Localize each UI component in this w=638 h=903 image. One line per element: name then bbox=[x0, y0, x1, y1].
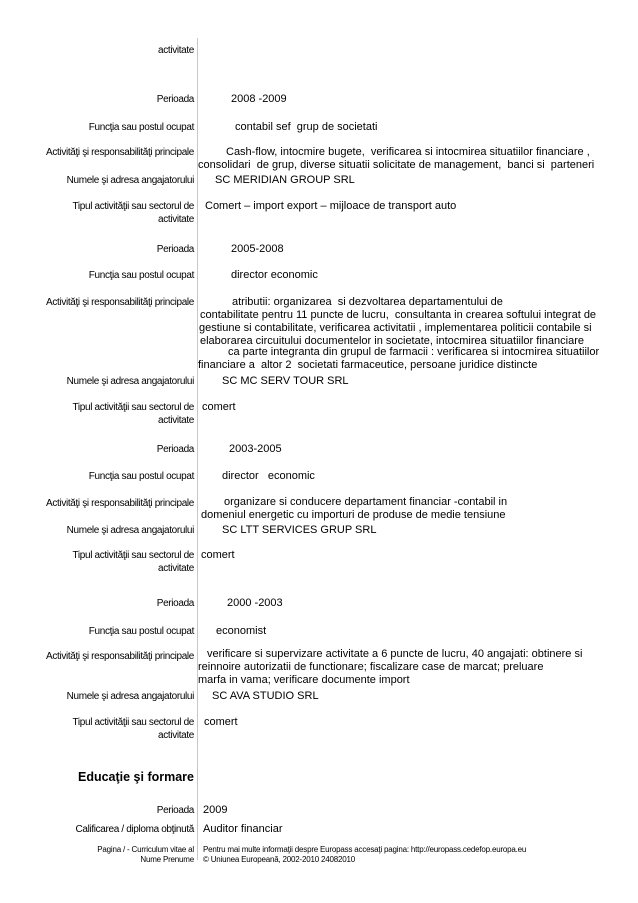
label-period: Perioada bbox=[156, 805, 194, 816]
label-position: Funcţia sau postul ocupat bbox=[88, 122, 194, 133]
label-employer: Numele şi adresa angajatorului bbox=[66, 525, 194, 536]
job-activities-line: financiare a altor 2 societati farmaceutice, persoane juridice distincte bbox=[198, 359, 538, 371]
job-activities-line: domeniul energetic cu importuri de produse de medie tensiune bbox=[201, 509, 506, 521]
section-heading-education: Educaţie şi formare bbox=[77, 770, 194, 784]
label-sector: Tipul activităţii sau sectorul de bbox=[72, 201, 194, 212]
job-employer: SC AVA STUDIO SRL bbox=[212, 690, 319, 702]
label-sector: Tipul activităţii sau sectorul de bbox=[72, 717, 194, 728]
job-position: director economic bbox=[222, 470, 315, 482]
education-qualification: Auditor financiar bbox=[203, 823, 283, 835]
label-activities: Activităţi şi responsabilităţi principale bbox=[46, 498, 194, 509]
label-period: Perioada bbox=[156, 244, 194, 255]
job-sector: comert bbox=[201, 549, 235, 561]
label-employer: Numele şi adresa angajatorului bbox=[66, 691, 194, 702]
job-period: 2008 -2009 bbox=[231, 93, 287, 105]
label-activities: Activităţi şi responsabilităţi principale bbox=[46, 651, 194, 662]
job-sector: comert bbox=[204, 716, 238, 728]
job-activities-line: elaborarea circuitului documentelor in societate, intocmirea situatiilor financiare bbox=[200, 335, 584, 347]
label-period: Perioada bbox=[156, 444, 194, 455]
job-position: contabil sef grup de societati bbox=[235, 121, 378, 133]
footer-name: Nume Prenume bbox=[140, 855, 194, 864]
job-sector: Comert – import export – mijloace de transport auto bbox=[205, 200, 457, 212]
label-sector: Tipul activităţii sau sectorul de bbox=[72, 550, 194, 561]
job-position: economist bbox=[216, 625, 267, 637]
label-sector: activitate bbox=[158, 415, 194, 426]
label-sector: activitate bbox=[158, 730, 194, 741]
label-qualification: Calificarea / diploma obţinută bbox=[75, 824, 194, 835]
job-activities-line: consolidari de grup, diverse situatii solicitate de management, banci si parteneri bbox=[198, 159, 595, 171]
job-period: 2000 -2003 bbox=[227, 597, 283, 609]
job-activities-line: atributii: organizarea si dezvoltarea departamentului de bbox=[232, 296, 503, 308]
job-activities-line: marfa in vama; verificare documente import bbox=[198, 674, 410, 686]
footer-right bbox=[203, 845, 526, 865]
job-activities-line: gestiune si contabilitate, verificarea activitatii , implementarea politicii contabile si bbox=[199, 322, 592, 334]
label-position: Funcţia sau postul ocupat bbox=[88, 471, 194, 482]
footer-page-info: Pagina / - Curriculum vitae al bbox=[97, 845, 194, 854]
label-position: Funcţia sau postul ocupat bbox=[88, 270, 194, 281]
footer-europass-info: Pentru mai multe informaţii despre Europass accesaţi pagina: http://europass.cedefop.europa.eu bbox=[203, 845, 527, 854]
job-employer: SC MERIDIAN GROUP SRL bbox=[215, 174, 355, 186]
job-activities-line: contabilitate pentru 11 puncte de lucru, consultanta in crearea softului integrat de bbox=[200, 309, 597, 321]
job-employer: SC MC SERV TOUR SRL bbox=[222, 375, 349, 387]
job-sector: comert bbox=[202, 401, 236, 413]
job-activities-line: Cash-flow, intocmire bugete, verificarea si intocmirea situatiilor financiare , bbox=[226, 146, 590, 158]
label-sector: Tipul activităţii sau sectorul de bbox=[72, 402, 194, 413]
job-period: 2005-2008 bbox=[231, 243, 284, 255]
label-period: Perioada bbox=[156, 94, 194, 105]
footer-copyright: © Uniunea Europeană, 2002-2010 24082010 bbox=[203, 855, 356, 864]
label-activities: Activităţi şi responsabilităţi principale bbox=[46, 297, 194, 308]
job-activities-line: reinnoire autorizatii de functionare; fiscalizare case de marcat; preluare bbox=[198, 661, 544, 673]
label-sector: activitate bbox=[158, 563, 194, 574]
job-position: director economic bbox=[231, 269, 318, 281]
label-period: Perioada bbox=[156, 598, 194, 609]
label-sector-continuation: activitate bbox=[158, 45, 194, 56]
education-period: 2009 bbox=[203, 804, 228, 816]
footer-left bbox=[97, 845, 194, 865]
job-employer: SC LTT SERVICES GRUP SRL bbox=[222, 524, 377, 536]
label-employer: Numele şi adresa angajatorului bbox=[66, 376, 194, 387]
job-period: 2003-2005 bbox=[229, 443, 282, 455]
job-activities-line: organizare si conducere departament financiar -contabil in bbox=[224, 496, 508, 508]
job-activities-line: ca parte integranta din grupul de farmacii : verificarea si intocmirea situatiilor bbox=[228, 346, 600, 358]
label-sector: activitate bbox=[158, 214, 194, 225]
label-position: Funcţia sau postul ocupat bbox=[88, 626, 194, 637]
job-activities-line: verificare si supervizare activitate a 6 puncte de lucru, 40 angajati: obtinere si bbox=[207, 648, 583, 660]
label-employer: Numele şi adresa angajatorului bbox=[66, 175, 194, 186]
label-activities: Activităţi şi responsabilităţi principale bbox=[46, 147, 194, 158]
